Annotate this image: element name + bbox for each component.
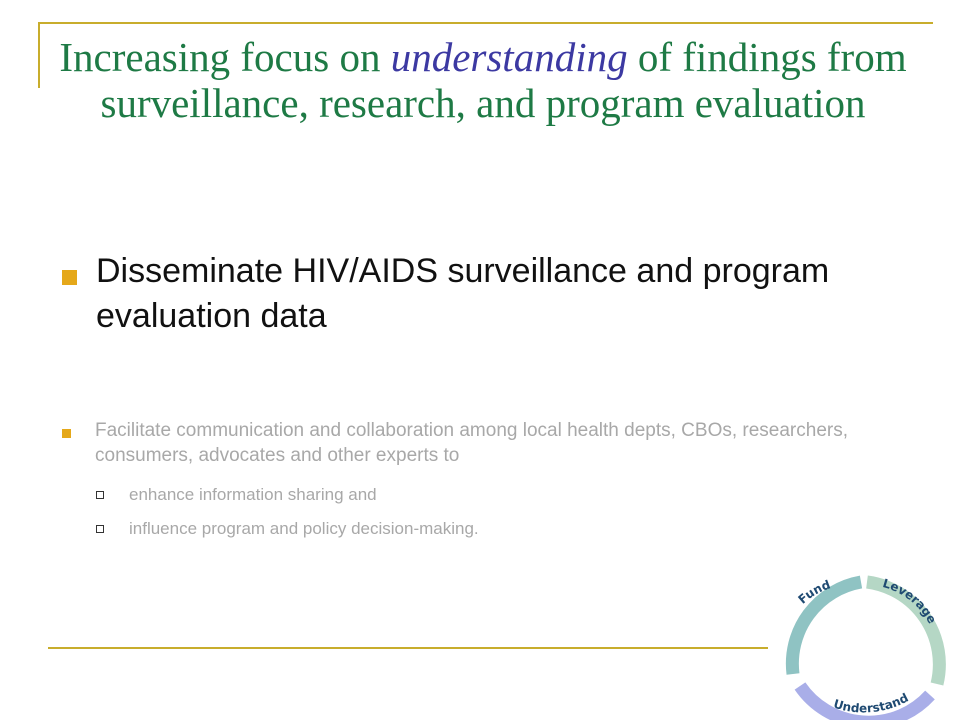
bottom-rule <box>48 647 768 649</box>
square-bullet-icon <box>62 429 71 438</box>
title-emphasis: understanding <box>390 34 628 80</box>
hollow-square-bullet-icon <box>96 525 104 533</box>
secondary-bullet-text: Facilitate communication and collaboration among local health depts, CBOs, researchers, consumers, advocates and other experts to <box>95 420 848 466</box>
understand-label: Understand <box>831 690 911 716</box>
title-suffix: of findings from surveillance, research, and program evaluation <box>100 34 907 126</box>
sub-bullet-text: influence program and policy decision-making. <box>129 519 479 538</box>
title-prefix: Increasing focus on <box>59 34 391 80</box>
fund-leverage-understand-cycle-graphic <box>762 570 960 720</box>
sub-bullet-text: enhance information sharing and <box>129 485 377 504</box>
top-rule <box>38 22 933 24</box>
main-bullet-text: Disseminate HIV/AIDS surveillance and program evaluation data <box>96 252 830 335</box>
fund-label: Fund <box>795 577 833 607</box>
slide-title <box>48 34 918 126</box>
hollow-square-bullet-icon <box>96 491 104 499</box>
leverage-label: Leverage <box>881 576 940 627</box>
square-bullet-icon <box>62 270 77 285</box>
left-rule <box>38 22 40 88</box>
